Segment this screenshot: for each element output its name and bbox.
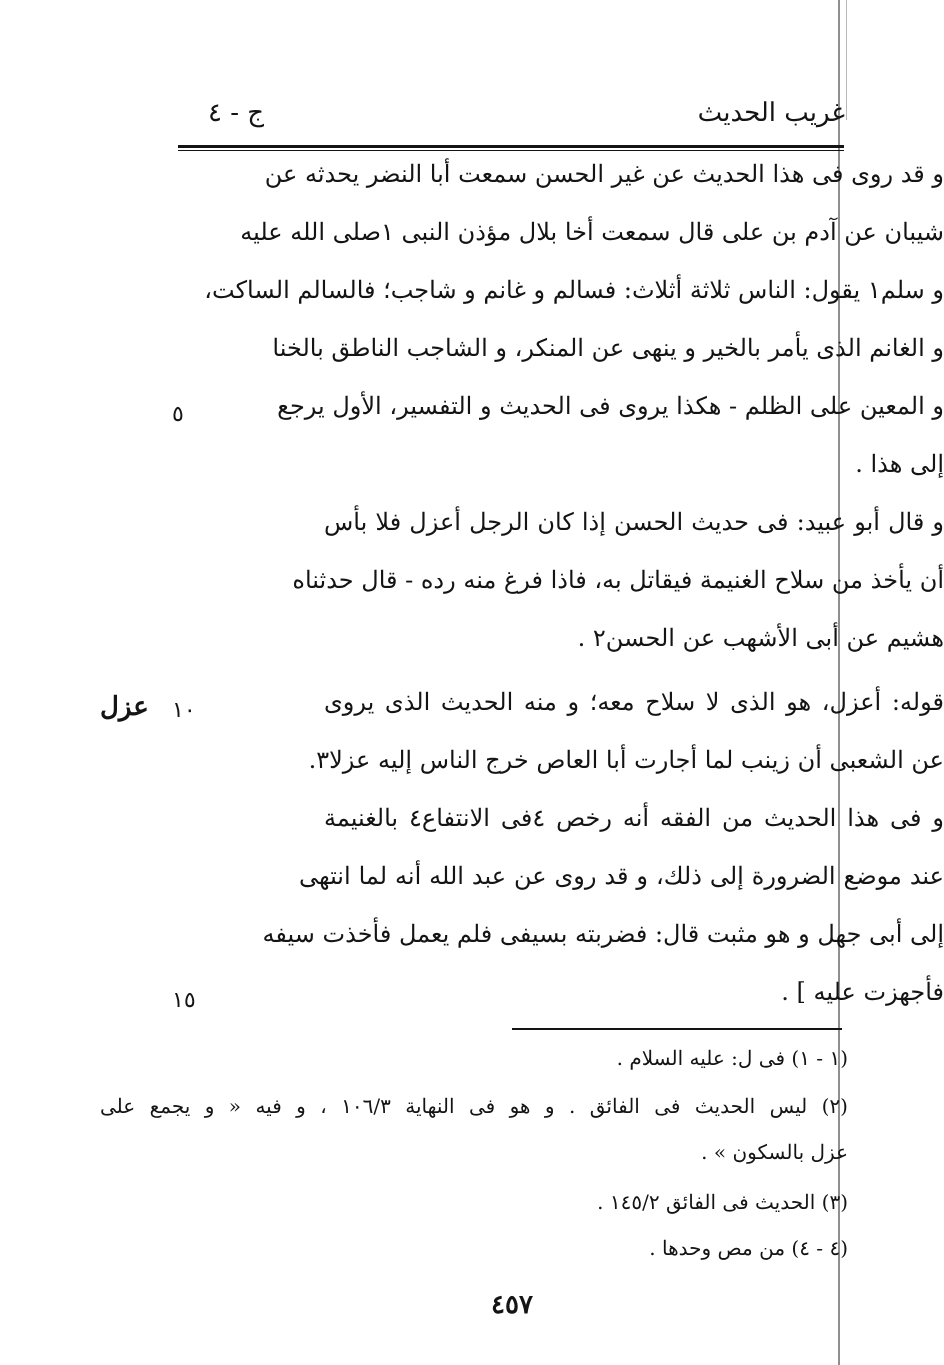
footnote-2: (٢) ليس الحديث فى الفائق . و هو فى النهاية ١٠٦/٣ ، و فيه « و يجمع على: [100, 1094, 848, 1118]
header-rule-thick: [178, 145, 844, 148]
text-line-8: أن يأخذ من سلاح الغنيمة فيقاتل به، فاذا فرغ منه رده - قال حدثناه: [292, 566, 944, 594]
footnote-4: (٤ - ٤) من مص وحدها .: [649, 1236, 848, 1260]
footnote-3: (٣) الحديث فى الفائق ١٤٥/٢ .: [597, 1190, 848, 1214]
header-rule-thin: [178, 150, 844, 151]
running-header: [180, 98, 845, 142]
header-volume-label: ج - ٤: [208, 98, 265, 128]
text-line-5: و المعين على الظلم - هكذا يروى فى الحديث و التفسير، الأول يرجع: [277, 392, 944, 420]
text-line-9: هشيم عن أبى الأشهب عن الحسن٢ .: [577, 624, 944, 652]
text-line-14: إلى أبى جهل و هو مثبت قال: فضربته بسيفى فلم يعمل فأخذت سيفه: [262, 920, 944, 948]
page-number: ٤٥٧: [491, 1290, 533, 1320]
line-number-5: ٥: [172, 402, 184, 427]
footnote-2-continued: عزل بالسكون » .: [701, 1140, 848, 1164]
text-line-7: و قال أبو عبيد: فى حديث الحسن إذا كان الرجل أعزل فلا بأس: [324, 508, 944, 536]
text-line-2: شيبان عن آدم بن على قال سمعت أخا بلال مؤذن النبى ١صلى الله عليه: [240, 218, 944, 246]
text-line-12: و فى هذا الحديث من الفقه أنه رخص ٤فى الانتفاع٤ بالغنيمة: [324, 804, 944, 832]
line-number-10: ١٠: [172, 698, 196, 723]
text-line-6: إلى هذا .: [855, 450, 944, 478]
footnote-separator: [512, 1028, 842, 1030]
line-number-15: ١٥: [172, 988, 196, 1013]
text-line-3: و سلم١ يقول: الناس ثلاثة أثلاث: فسالم و غانم و شاجب؛ فالسالم الساكت،: [204, 276, 944, 304]
binding-edge-line-top: [846, 0, 847, 120]
text-line-15: فأجهزت عليه ] .: [781, 978, 944, 1006]
text-line-4: و الغانم الذى يأمر بالخير و ينهى عن المنكر، و الشاجب الناطق بالخنا: [272, 334, 944, 362]
footnote-1: (١ - ١) فى ل: عليه السلام .: [616, 1046, 848, 1070]
text-line-11: عن الشعبى أن زينب لما أجارت أبا العاص خرج الناس إليه عزلا٣.: [308, 746, 944, 774]
text-line-10: قوله: أعزل، هو الذى لا سلاح معه؛ و منه الحديث الذى يروى: [324, 688, 944, 716]
text-line-1: و قد روى فى هذا الحديث عن غير الحسن سمعت أبا النضر يحدثه عن: [264, 160, 944, 188]
header-book-title: غريب الحديث: [697, 98, 845, 128]
margin-gloss-word: عزل: [100, 692, 149, 722]
text-line-13: عند موضع الضرورة إلى ذلك، و قد روى عن عبد الله أنه لما انتهى: [299, 862, 944, 890]
